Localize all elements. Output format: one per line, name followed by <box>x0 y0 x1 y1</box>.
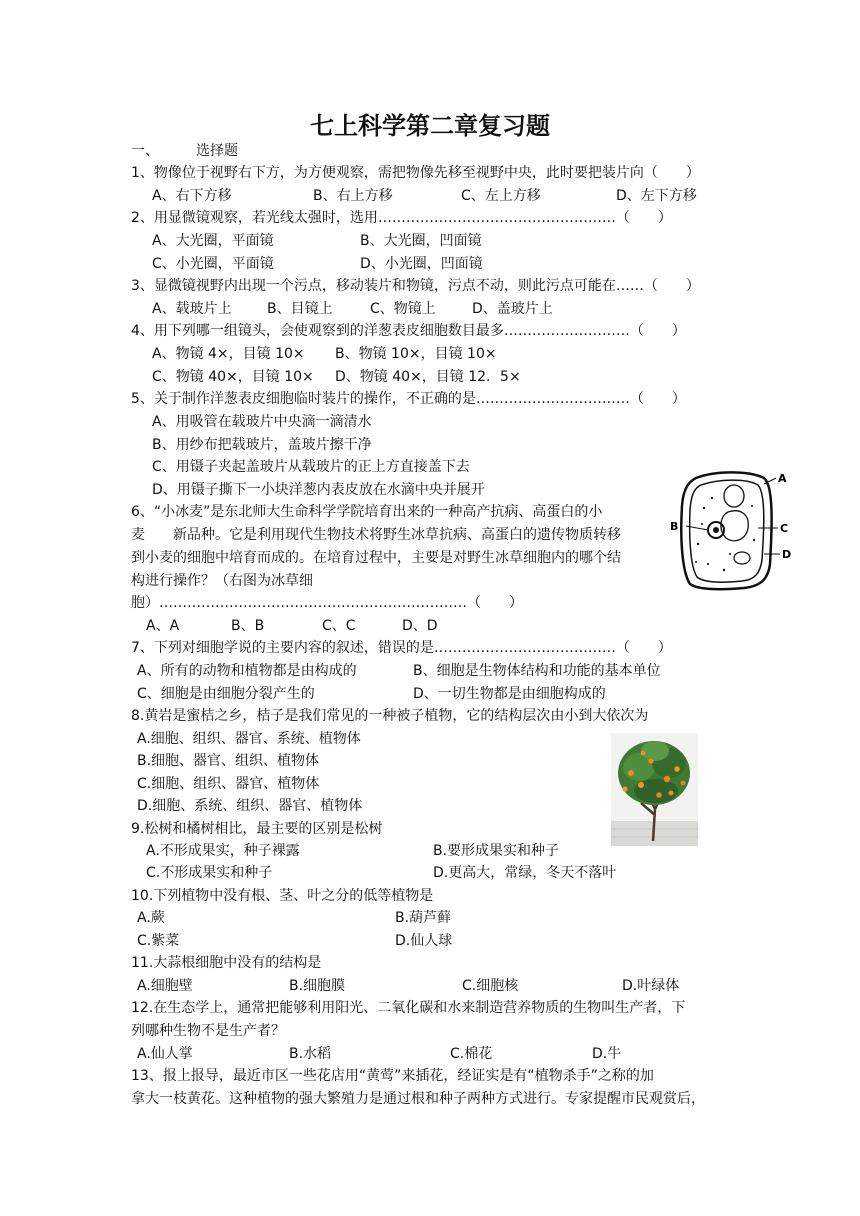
q11-option-d: D.叶绿体 <box>622 978 680 994</box>
q5-option-d: D、用镊子撕下一小块洋葱内表皮放在水滴中央并展开 <box>152 482 485 498</box>
q11-option-c: C.细胞核 <box>462 978 519 994</box>
cell-label-c: C <box>780 522 789 535</box>
q6-option-c: C、C <box>322 618 356 634</box>
q9-option-b: B.要形成果实和种子 <box>433 843 560 859</box>
q3-option-c: C、物镜上 <box>370 301 436 317</box>
q12-option-d: D.牛 <box>592 1046 622 1062</box>
q12-option-c: C.棉花 <box>450 1046 493 1062</box>
plant-cell-figure <box>668 468 798 598</box>
q3-stem: 3、显微镜视野内出现一个污点，移动装片和物镜，污点不动，则此污点可能在……（ ） <box>131 278 700 294</box>
q7-stem: 7、下列对细胞学说的主要内容的叙述，错误的是…………………………………（ ） <box>131 640 672 656</box>
cell-label-a: A <box>778 472 787 485</box>
q3-option-b: B、目镜上 <box>267 301 333 317</box>
q3-option-a: A、载玻片上 <box>152 301 232 317</box>
q10-stem: 10.下列植物中没有根、茎、叶之分的低等植物是 <box>131 888 434 904</box>
page-title: 七上科学第二章复习题 <box>310 112 550 140</box>
q11-option-b: B.细胞膜 <box>289 978 346 994</box>
q6-line-2: 麦 新品种。它是利用现代生物技术将野生冰草抗病、高蛋白的遗传物质转移 <box>131 527 621 543</box>
q2-option-b: B、大光圈，凹面镜 <box>360 233 482 249</box>
q7-option-d: D、一切生物都是由细胞构成的 <box>413 686 606 702</box>
q9-stem: 9.松树和橘树相比，最主要的区别是松树 <box>131 821 383 837</box>
q8-option-a: A.细胞、组织、器官、系统、植物体 <box>137 731 361 747</box>
q5-option-c: C、用镊子夹起盖玻片从载玻片的正上方直接盖下去 <box>152 459 470 475</box>
q4-option-c: C、物镜 40×，目镜 10× <box>152 369 314 385</box>
q3-option-d: D、盖玻片上 <box>472 301 553 317</box>
q8-stem: 8.黄岩是蜜桔之乡，桔子是我们常见的一种被子植物，它的结构层次由小到大依次为 <box>131 708 649 724</box>
q6-option-d: D、D <box>402 618 438 634</box>
q13-line-1: 13、报上报导，最近市区一些花店用“黄莺”来插花，经证实是有“植物杀手”之称的加 <box>131 1068 654 1084</box>
q8-option-b: B.细胞、器官、组织、植物体 <box>137 753 320 769</box>
q12-line-2: 列哪种生物不是生产者？ <box>131 1023 285 1039</box>
q1-option-d: D、左下方移 <box>616 188 697 204</box>
section-label: 选择题 <box>196 143 238 159</box>
q7-option-a: A、所有的动物和植物都是由构成的 <box>137 663 357 679</box>
q1-option-c: C、左上方移 <box>461 188 541 204</box>
q9-option-a: A.不形成果实，种子裸露 <box>146 843 300 859</box>
q10-option-a: A.蕨 <box>137 910 165 926</box>
q6-option-b: B、B <box>231 618 265 634</box>
q6-line-4: 构进行操作？（右图为冰草细 <box>131 573 313 589</box>
cell-label-b: B <box>670 520 679 533</box>
q6-line-3: 到小麦的细胞中培育而成的。在培育过程中，主要是对野生冰草细胞内的哪个结 <box>131 550 621 566</box>
q2-option-d: D、小光圈，凹面镜 <box>360 256 483 272</box>
q2-stem: 2、用显微镜观察，若光线太强时，选用……………………………………………（ ） <box>131 210 672 226</box>
q1-stem: 1、物像位于视野右下方，为方便观察，需把物像先移至视野中央，此时要把装片向（ ） <box>131 165 700 181</box>
q4-option-a: A、物镜 4×，目镜 10× <box>152 346 305 362</box>
orange-tree-photo <box>611 733 698 846</box>
q9-option-d: D.更高大，常绿，冬天不落叶 <box>433 865 617 881</box>
q7-option-c: C、细胞是由细胞分裂产生的 <box>137 686 315 702</box>
q4-stem: 4、用下列哪一组镜头，会使观察到的洋葱表皮细胞数目最多………………………（ ） <box>131 323 686 339</box>
q12-option-a: A.仙人掌 <box>137 1046 193 1062</box>
section-number: 一、 <box>131 143 159 159</box>
q5-option-a: A、用吸管在载玻片中央滴一滴清水 <box>152 414 372 430</box>
q11-stem: 11.大蒜根细胞中没有的结构是 <box>131 955 322 971</box>
q5-option-b: B、用纱布把载玻片，盖玻片擦干净 <box>152 437 372 453</box>
q2-option-c: C、小光圈，平面镜 <box>152 256 274 272</box>
q2-option-a: A、大光圈，平面镜 <box>152 233 274 249</box>
q4-option-b: B、物镜 10×，目镜 10× <box>335 346 497 362</box>
q8-option-c: C.细胞、组织、器官、植物体 <box>137 776 320 792</box>
q11-option-a: A.细胞壁 <box>137 978 193 994</box>
q7-option-b: B、细胞是生物体结构和功能的基本单位 <box>413 663 661 679</box>
q4-option-d: D、物镜 40×，目镜 12．5× <box>335 369 521 385</box>
q9-option-c: C.不形成果实和种子 <box>146 865 273 881</box>
q12-line-1: 12.在生态学上，通常把能够利用阳光、二氧化碳和水来制造营养物质的生物叫生产者，下 <box>131 1000 686 1016</box>
q12-option-b: B.水稻 <box>289 1046 332 1062</box>
q6-option-a: A、A <box>146 618 180 634</box>
q13-line-2: 拿大一枝黄花。这种植物的强大繁殖力是通过根和种子两种方式进行。专家提醒市民观赏后， <box>131 1091 705 1107</box>
q6-line-5: 胞）…………………………………………………………（ ） <box>131 595 523 611</box>
q10-option-b: B.葫芦藓 <box>395 910 452 926</box>
q10-option-c: C.紫菜 <box>137 933 180 949</box>
q8-option-d: D.细胞、系统、组织、器官、植物体 <box>137 798 363 814</box>
q5-stem: 5、关于制作洋葱表皮细胞临时装片的操作，不正确的是……………………………（ ） <box>131 391 686 407</box>
q1-option-a: A、右下方移 <box>152 188 232 204</box>
q10-option-d: D.仙人球 <box>395 933 453 949</box>
q6-line-1: 6、“小冰麦”是东北师大生命科学学院培育出来的一种高产抗病、高蛋白的小 <box>131 504 603 520</box>
cell-label-d: D <box>782 548 792 561</box>
q1-option-b: B、右上方移 <box>313 188 393 204</box>
